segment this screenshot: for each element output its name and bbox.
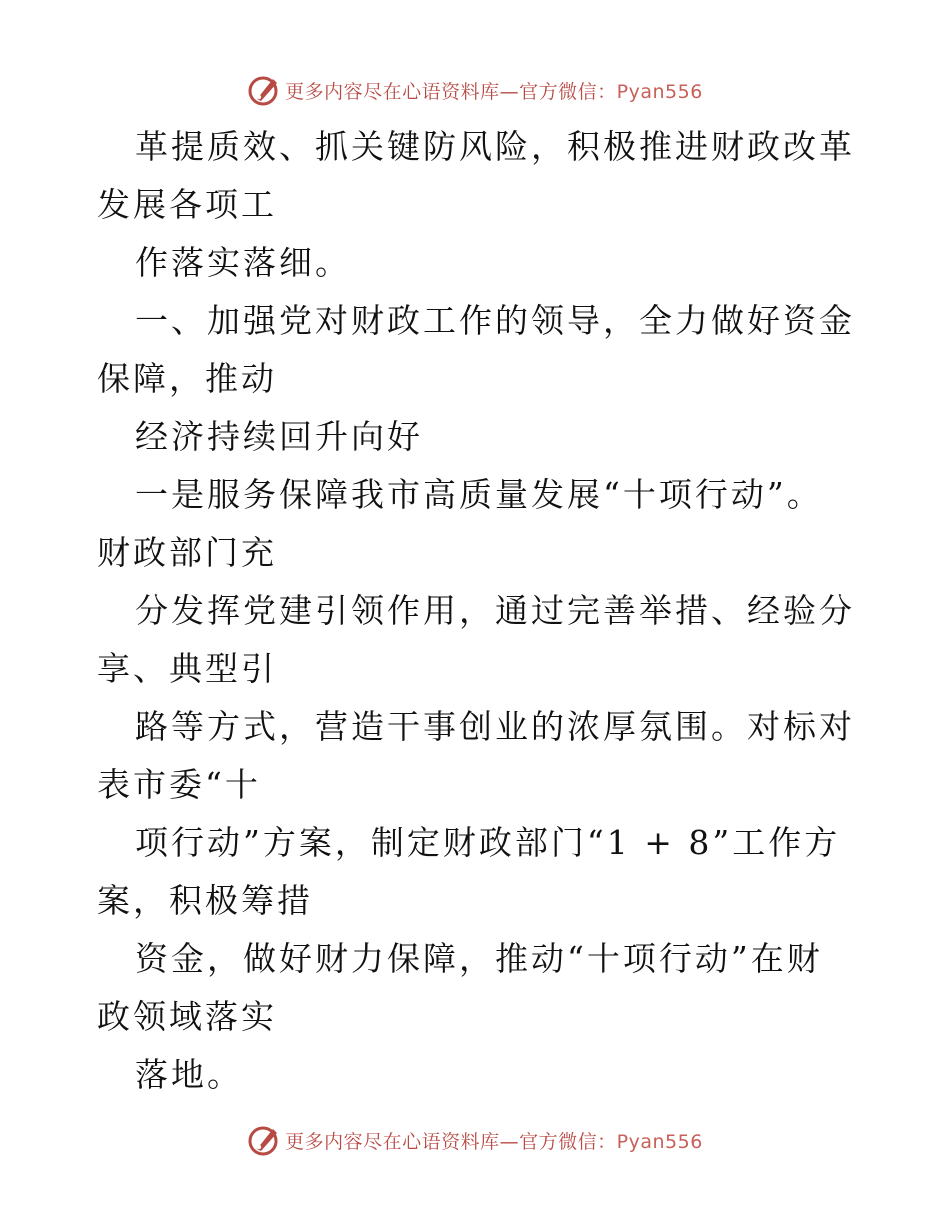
paragraph: 分发挥党建引领作用，通过完善举措、经验分享、典型引	[97, 591, 855, 688]
pen-nib-logo-icon	[247, 1123, 281, 1157]
paragraph: 一是服务保障我市高质量发展“十项行动”。财政部门充	[97, 475, 823, 572]
watermark-header	[0, 70, 950, 110]
paragraph: 项行动”方案，制定财政部门“1 + 8”工作方案，积极筹措	[97, 823, 841, 920]
paragraph: 作落实落细。	[135, 243, 351, 282]
watermark-text: 更多内容尽在心语资料库—官方微信：	[285, 80, 617, 103]
watermark-text: 更多内容尽在心语资料库—官方微信：	[285, 1130, 617, 1153]
watermark-footer	[0, 1120, 950, 1160]
paragraph: 经济持续回升向好	[135, 417, 423, 456]
paragraph: 路等方式，营造干事创业的浓厚氛围。对标对表市委“十	[97, 707, 855, 804]
paragraph: 落地。	[135, 1055, 243, 1094]
paragraph: 一、加强党对财政工作的领导，全力做好资金保障，推动	[97, 301, 855, 398]
paragraph: 革提质效、抓关键防风险，积极推进财政改革发展各项工	[97, 127, 855, 224]
document-body	[97, 118, 857, 1104]
pen-nib-logo-icon	[247, 73, 281, 107]
watermark-label	[285, 1127, 703, 1154]
paragraph: 资金，做好财力保障，推动“十项行动”在财政领域落实	[97, 939, 823, 1036]
watermark-label	[285, 77, 703, 104]
watermark-id: Pyan556	[616, 1130, 703, 1153]
watermark-id: Pyan556	[616, 80, 703, 103]
